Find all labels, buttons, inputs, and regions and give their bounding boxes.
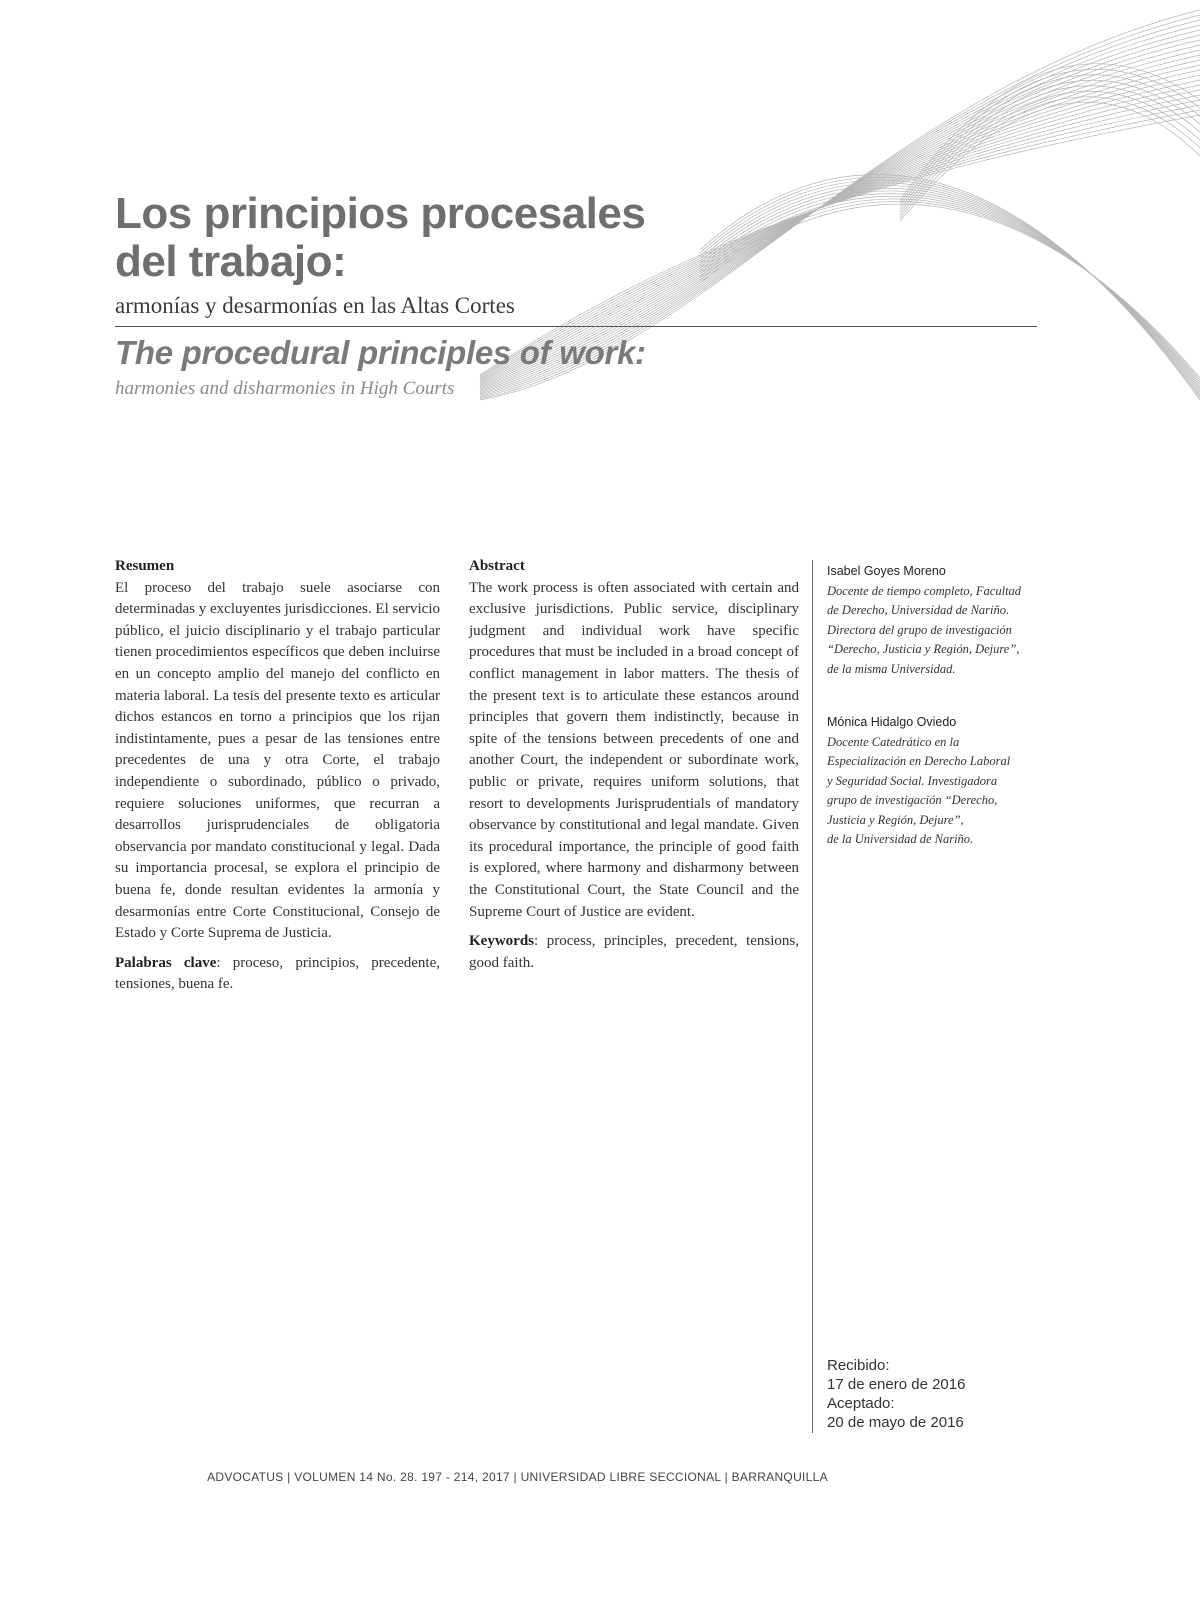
author-block xyxy=(827,562,1047,679)
resumen-keywords xyxy=(115,953,440,996)
author-affiliation: Docente de tiempo completo, Facultad de Derecho, Universidad de Nariño. Directora del grupo de investigación “Derecho, Justicia y Región, Dejure”, de la misma Universidad. xyxy=(827,583,1022,676)
abstract-heading: Abstract xyxy=(469,558,525,574)
submission-dates xyxy=(827,1356,965,1432)
author-affiliation: Docente Catedrático en la Especialización en Derecho Laboral y Seguridad Social. Investigadora grupo de investigación “Derecho, Justicia y Región, Dejure”, de la Universidad de Nariño. xyxy=(827,734,1011,846)
article-subtitle-english: harmonies and disharmonies in High Courts xyxy=(115,378,455,399)
article-title-spanish xyxy=(115,190,645,286)
accepted-date: 20 de mayo de 2016 xyxy=(827,1414,964,1431)
title-divider xyxy=(115,326,1037,327)
article-title-english: The procedural principles of work: xyxy=(115,334,646,371)
author-name: Isabel Goyes Moreno xyxy=(827,564,946,578)
received-label: Recibido: xyxy=(827,1357,890,1374)
abstract-column xyxy=(469,556,799,974)
received-date: 17 de enero de 2016 xyxy=(827,1376,966,1393)
author-block xyxy=(827,713,1047,850)
author-name: Mónica Hidalgo Oviedo xyxy=(827,715,957,729)
keywords-en: : process, principles, precedent, tensions, good faith. xyxy=(469,933,799,971)
article-subtitle-spanish: armonías y desarmonías en las Altas Cortes xyxy=(115,293,515,318)
title-es-line2: del trabajo: xyxy=(115,237,347,286)
keywords-label-es: Palabras clave xyxy=(115,954,217,971)
resumen-column xyxy=(115,556,440,996)
abstract-keywords xyxy=(469,931,799,974)
title-es-line1: Los principios procesales xyxy=(115,189,646,238)
sidebar-divider xyxy=(812,560,813,1433)
keywords-label-en: Keywords xyxy=(469,933,534,950)
keywords-es: : proceso, principios, precedente, tensiones, buena fe. xyxy=(115,954,440,993)
accepted-label: Aceptado: xyxy=(827,1395,895,1412)
resumen-heading: Resumen xyxy=(115,558,175,574)
abstract-body: The work process is often associated with certain and exclusive jurisdictions. Public service, disciplinary judgment and individual work have specific procedures that must be included in a broad concept of conflict management in labor matters. The thesis of the present text is to articulate these estancos around principles that govern them indistinctly, because in spite of the tensions between precedents of one and another Court, the independent or subordinate work, public or private, requires uniform solutions, that resort to developments Jurisprudentials of mandatory observance by constitutional and legal mandate. Given its procedural importance, the principle of good faith is explored, where harmony and disharmony between the Constitutional Court, the State Council and the Supreme Court of Justice are evident. xyxy=(469,579,799,920)
resumen-body: El proceso del trabajo suele asociarse con determinadas y excluyentes jurisdicciones. El servicio público, el juicio disciplinario y el trabajo particular tienen procedimientos específicos que deben incluirse en un concepto amplio del manejo del conflicto en materia laboral. La tesis del presente texto es articular dichos estancos en torno a principios que los rijan indistintamente, pues a pesar de las tensiones entre precedentes de una y otra Corte, el trabajo independiente o subordinado, público o privado, requiere soluciones uniformes, que recurran a desarrollos jurisprudenciales de obligatoria observancia por mandato constitucional y legal. Dada su importancia procesal, se explora el principio de buena fe, donde resultan evidentes la armonía y desarmonías entre Corte Constitucional, Consejo de Estado y Corte Suprema de Justicia. xyxy=(115,579,440,942)
journal-footer: ADVOCATUS | VOLUMEN 14 No. 28. 197 - 214, 2017 | UNIVERSIDAD LIBRE SECCIONAL | BARRANQUILLA xyxy=(207,1470,828,1484)
